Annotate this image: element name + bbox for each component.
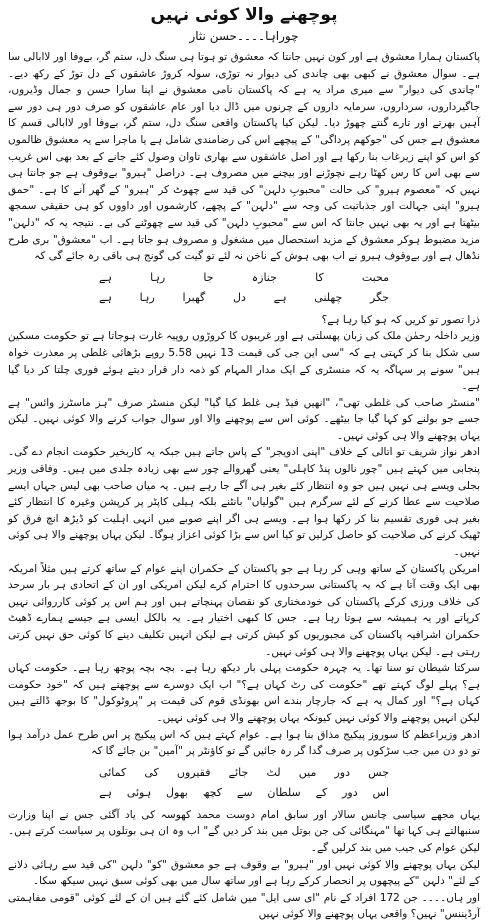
- verse-word: چھلنی: [314, 290, 343, 304]
- article-paragraph: سرکتا شیطان تو سنا تھا۔ یہ چہرہ حکومت پہلی بار دیکھ رہا ہے۔ بچہ بچہ پوچھ رہا ہے۔ حکومت کہاں ہے؟ پہلے لوگ کہتے تھے "حکومت کی رٹ کہاں ہے؟" اب ایک دوسرے سے پوچھتے ہیں کہ "خود حکومت کہاں ہے؟" اور کمال یہ ہے کہ جارچار بندے اس بھونڈی قوم کی قیمت پر "پروٹوکول" کا بوجھ ڈالتے ہیں لیکن انہیں پوچھنے والا کوئی نہیں کیونکہ یہاں پوچھنے والا ہی کوئی نہیں۔: [8, 662, 480, 724]
- article-paragraph: امریکن پاکستان کے ساتھ وہی کر رہا ہے جو پاکستان کے حکمران اپنے عوام کے ساتھ کرتے ہیں مثلاً امریکہ بھی ایک وقت آتا ہے کہ یہ پاکستانی سرحدوں کا احترام کرے لیکن امریکی اور ان کے اتحادی ہر بار سرحد کی خلاف ورزی کرکے پاکستان کی خودمختاری کو نقصان پہنچاتے ہیں اور ہم اس پر کوئی کارروائی نہیں کرپاتے اور یہ ہمیشہ سے ہوتا رہا ہے۔ جس کا کبھی اختیار ہے۔ یہ بالکل ایسی ہے جیسے ہمارے ڈھیٹ حکمران اشرافیہ پاکستان کی مجبوریوں کو کیش کرتی ہے لیکن انہیں تکلیف دینے کا کوئی حق نہیں کرتی رہتی ہے۔ لیکن یہاں پوچھنے والا ہی کوئی نہیں۔: [8, 562, 480, 658]
- article-paragraph: وزیر داخلہ رحمٰن ملک کی زبان پھسلتی ہے اور غریبوں کا کروڑوں روپیہ غارت ہوجاتا ہے تو حکومت مسکین سی شکل بنا کر کہتی ہے کہ "سی این جی کی قیمت 13 نہیں 5.58 روپے بڑھائی غلطی پر معذرت خواہ ہیں" سونے پر سہاگہ یہ کہ منسٹری کے ایک مدار المہام کو ذمہ دار قرار دیتے ہوئے فوری چلتا کر دیا گیا ہے۔: [8, 330, 480, 393]
- article-byline: چوراہا۔۔۔۔حسن نثار: [189, 29, 299, 43]
- article-paragraph: اور ہاں۔۔۔۔ جن 172 افراد کے نام "ای سی ایل" میں شامل کئے گئے ہیں ان کے لئے کوئی "قومی مفاہمتی آرڈیننس" نہیں؟ واقعی یہاں پوچھنے والا کوئی نہیں: [8, 891, 481, 921]
- verse-word: جائے: [228, 765, 249, 779]
- verse-word: ہوئی: [126, 785, 152, 799]
- verse-word: سے: [236, 785, 253, 799]
- verse-line: [99, 288, 389, 308]
- verse-word: دور: [334, 765, 351, 779]
- article-paragraph: ادھر وزیراعظم کا سوروز پیکیج مذاق بنا ہوا ہے۔ عوام کہتے ہیں کہ اس پیکیج پر اس طرح عمل درآمد ہوا تو دو دن میں جب سڑکوں پر صرف گدا گر رہ جائیں گے تو کاؤنٹر پر "آمین" بن جائے گا کہ: [8, 728, 480, 758]
- verse-word: اس: [372, 785, 389, 799]
- verse-word: میں: [298, 765, 317, 779]
- verse-word: ہے: [273, 290, 287, 304]
- verse-word: لٹ: [266, 765, 281, 779]
- article-headline: پوچھنے والا کوئی نہیں: [150, 5, 338, 25]
- verse-couplet-2: [8, 763, 480, 803]
- verse-word: رہا: [139, 290, 155, 304]
- verse-word: کے: [315, 785, 328, 799]
- verse-word: رہا: [150, 270, 166, 284]
- article-paragraph: "منسٹر صاحب کی غلطی تھی"، "انھیں فیڈ ہی غلط کیا گیا" لیکن منسٹر صرف "ہز ماسٹرز وائس" ہے جسے جو بولنے کو کہا گیا جا بیٹھے۔ کوئی اس سے پوچھنے والا اور سوال جواب کرنے والا کوئی نہیں۔ لیکن یہاں پوچھنے والا ہی کوئی نہیں۔: [8, 396, 480, 442]
- verse-word: بھول: [166, 785, 188, 799]
- verse-word: جس: [368, 765, 389, 779]
- verse-word: کی: [144, 765, 159, 779]
- article-paragraph: یہاں مجھے سیاسی چانس سالار اور سابق امام دوست محمد کھوسہ کی یاد آگئی جس نے اپنا وزارت سنبھالتے ہی کہا تھا "مہنگائی کی جن بوتل میں بند کر دیں گے" اب وہ ان ہی بوتلوں پر سیاست کرتے ہیں۔ لیکن عوام کی جیب میں بند کرلیں گے۔: [8, 808, 480, 854]
- verse-word: کا: [315, 270, 324, 284]
- verse-line: [99, 763, 389, 783]
- verse-word: گھبرا: [182, 290, 206, 304]
- verse-word: محبت: [361, 270, 389, 284]
- article-body: [8, 49, 480, 923]
- article-paragraph: لیکن یہاں پوچھنے والا کوئی نہیں اور "ہیرو" بے وقوف ہے جو معشوق "کو" دلہن "کی قید سے رہائی دلانے کے لئے" دلہن "کے پیچھوں پر انحصار کرکے رہا ہے اور ساتھ سال میں بھی کوئی سبق نہیں سیکھ سکا۔: [8, 858, 480, 888]
- verse-word: فقیروں: [176, 765, 211, 779]
- verse-word: کمائی: [99, 765, 127, 779]
- verse-line: [99, 268, 389, 288]
- article-paragraph: ادھر نواز شریف تو اتالی کے خلاف "اپنی ادویجر" کے پاس جاتے ہیں جبکہ یہ کاربخیر حکومت انجام دے گی۔ پنجابی میں کہتے ہیں "چور نالوں پنڈ کاہلی" یعنی گھروالے چور سے بھی زیادہ جلدی میں ہیں۔ وفاقی وزیر بجلی ویسے ہی نہیں ہیں جو وہ انتظار کئے بغیر ہی آگے جا رہے ہیں۔ یہ میاں صاحب بھی لیس جہاں ایسے صلاحیت سے عطا کرنے کے لئے سرگرم ہیں "گولیاں" بانٹنے بلکہ ہیلی کاپٹر پر کرپشن وغیرہ کا انتظار کئے بغیر ہی فوری تقسیم بنا کر رکھا ہوا ہے۔ ویسے ہی اگر اپنے صوبے میں انہی اہلیت کو ڈیڑھ انچ فرق کو ٹھیک کرنے کی صلاحیت کو حاصل کرلیں تو کیا اس سے بڑا کوئی اعزاز ہوگا۔ لیکن یہاں پوچھنے والا ہی کوئی نہیں۔: [8, 446, 480, 559]
- verse-couplet-1: [8, 268, 480, 308]
- verse-word: دور: [342, 785, 358, 799]
- verse-word: دل: [233, 290, 246, 304]
- verse-word: ہے: [99, 785, 112, 799]
- article-paragraph: پاکستان ہمارا معشوق ہے اور کون نہیں جانتا کہ معشوق تو ہوتا ہی سنگ دل، ستم گر، بےوفا اور لاابالی سا ہے۔ سوال معشوق نے کبھی بھی چاندی کی دیوار نہ توڑی، سولہ کروڑ عاشقوں کے دل توڑ کے رکھ دیے۔ "چاندی کی دیوار" سے میری مراد یہ ہے کہ پاکستان نامی معشوق نے اپنا سارا حسن و جمال وڈیروں، جاگیرداروں، سرداروں، سرمایہ داروں کے چرنوں میں ڈال دیا اور عام عاشقوں کو صرف دور ہی دور سے آہیں بھرتے اور تارے گنتے چھوڑ دیا۔ لیکن کیا پاکستان واقعی سنگ دل، ستم گر، بےوفا اور لاابالی قسم کا معشوق ہے جس کی "جوکھم پرداگی" کے پیچھے اس کی رضامندی شامل ہے یا ماجرا سے یہ معشوق ظالموں کو اس کو اپنے زیرغاب بنا رکھا ہے اور اصل عاشقوں سے بھاری تاوان وصول کئے جانے کے بعد بھی اس غریب سے بھی اس کا رس کھٹا رہے نچوڑنے اور بیچنے میں مصروف ہے۔ دراصل "ہیرو" بےوقوف ہے جو جانتا ہی نہیں کہ "معصوم ہیرو" کی حالت "محبوبِ دلہن" کی قید سے چھوٹ کر "ہیرو" کے گھر آنے کا ہے۔ "حمق ہیرو" اپنی جہالت اور جذباتیت کی وجہ سے "دلہن" کے پچھے، کارشموں اور داووں کو ہی حقیقی سمجھ بیٹھتا ہے اور یہ بھی نہیں جانتا کہ اس سے "محبوبِ دلہن" کی قید سے چھوٹنے کی بے۔ نتیجہ یہ کہ "دلہن" مزید مضبوط ہوکر معشوق کے مزید استحصال میں مشغول و مصروف ہو جاتا ہے۔ اب "معشوق" بری طرح نڈھال ہے اور بےوقوف ہیرو نے اب بھی ہوش کے ناخن نہ لئے تو گیت کی گونج ہی باقی رہ جائے گی کہ: [8, 51, 480, 263]
- article-paragraph: ذرا تصور تو کریں کہ ہو کیا رہا ہے؟: [321, 313, 480, 326]
- verse-word: ہے: [99, 290, 112, 304]
- verse-word: کچھ: [202, 785, 223, 799]
- verse-word: جنازہ: [251, 270, 277, 284]
- verse-word: جا: [203, 270, 214, 284]
- verse-word: جگر: [370, 290, 389, 304]
- verse-word: سلطان: [267, 785, 301, 799]
- verse-line: [99, 783, 389, 803]
- verse-word: ہے: [99, 270, 112, 284]
